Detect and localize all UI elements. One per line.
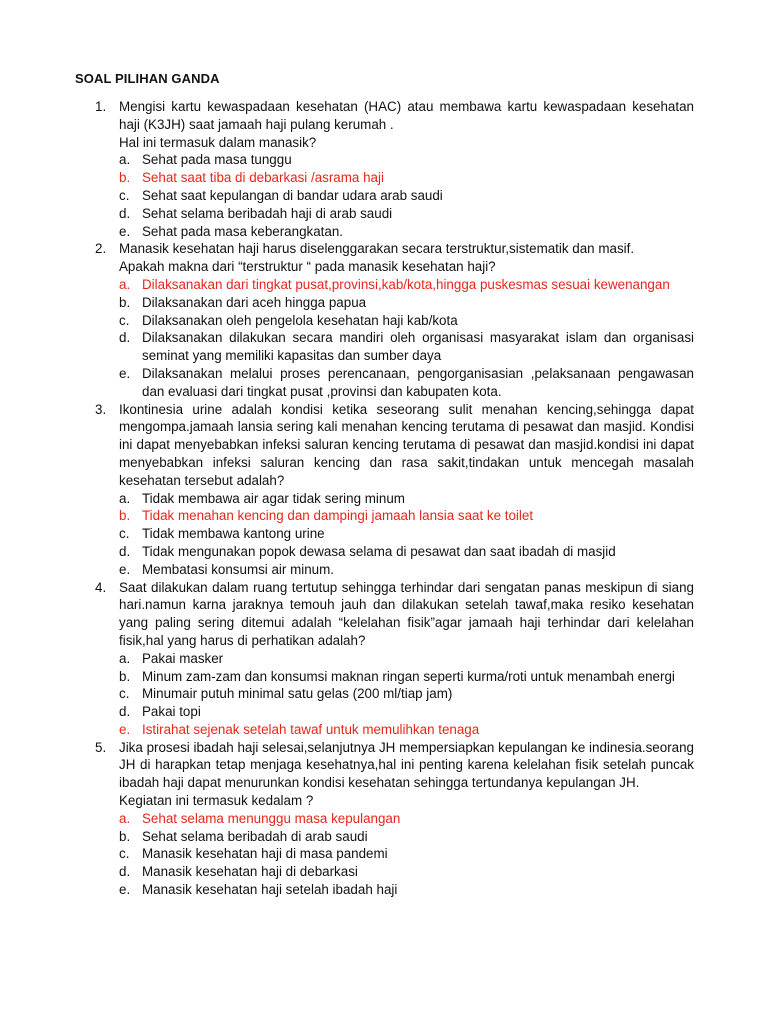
option-label: a. bbox=[119, 490, 131, 506]
option-label: e. bbox=[119, 882, 131, 898]
question-5 bbox=[90, 739, 694, 899]
answer-option-correct bbox=[119, 169, 694, 187]
question-number: 2. bbox=[95, 241, 107, 257]
answer-option bbox=[119, 312, 694, 330]
question-text-line: Manasik kesehatan haji harus diselenggarakan secara terstruktur,sistematik dan masif. bbox=[119, 241, 635, 257]
answer-option bbox=[119, 525, 694, 543]
question-4 bbox=[90, 579, 694, 739]
option-text: Tidak membawa air agar tidak sering minum bbox=[142, 490, 405, 506]
option-text: Manasik kesehatan haji di masa pandemi bbox=[142, 846, 388, 862]
question-number: 3. bbox=[95, 401, 107, 417]
option-label: b. bbox=[119, 294, 131, 310]
option-label: b. bbox=[119, 508, 131, 524]
answer-options bbox=[119, 276, 694, 401]
question-text bbox=[119, 240, 694, 276]
option-label: d. bbox=[119, 205, 131, 221]
answer-option bbox=[119, 365, 694, 401]
option-text: Minum zam-zam dan konsumsi maknan ringan seperti kurma/roti untuk menambah energi bbox=[142, 668, 675, 684]
answer-option bbox=[119, 187, 694, 205]
question-text bbox=[119, 579, 694, 650]
question-text bbox=[119, 98, 694, 151]
answer-option bbox=[119, 685, 694, 703]
question-text-line: Hal ini termasuk dalam manasik? bbox=[119, 134, 317, 150]
answer-options bbox=[119, 810, 694, 899]
answer-option bbox=[119, 151, 694, 169]
option-text: Sehat selama menunggu masa kepulangan bbox=[142, 810, 401, 826]
question-2 bbox=[90, 240, 694, 400]
option-text: Dilaksanakan dilakukan secara mandiri oleh organisasi masyarakat islam dan organisasi seminat yang memiliki kapasitas dan sumber daya bbox=[142, 330, 694, 364]
option-label: a. bbox=[119, 650, 131, 666]
option-label: a. bbox=[119, 810, 131, 826]
question-text-line: Ikontinesia urine adalah kondisi ketika seseorang sulit menahan kencing,sehingga dapat mengompa.jamaah lansia sering kali menahan kencing terutama di pesawat dan masjid. Kondisi ini dapat menyebabkan infeksi saluran kencing terutama di pesawat dan masjid.kondisi ini dapat menyebabkan infeksi saluran kencing dan rasa sakit,tindakan untuk mencegah masalah kesehatan tersebut adalah? bbox=[119, 401, 694, 488]
option-label: c. bbox=[119, 312, 130, 328]
option-label: b. bbox=[119, 170, 131, 186]
option-text: Tidak mengunakan popok dewasa selama di pesawat dan saat ibadah di masjid bbox=[142, 543, 616, 559]
option-text: Sehat pada masa tunggu bbox=[142, 152, 292, 168]
question-text-line: Apakah makna dari “terstruktur “ pada manasik kesehatan haji? bbox=[119, 259, 496, 275]
option-label: d. bbox=[119, 330, 131, 346]
answer-option bbox=[119, 561, 694, 579]
option-text: Pakai topi bbox=[142, 704, 201, 720]
option-label: d. bbox=[119, 704, 131, 720]
question-list bbox=[90, 98, 694, 899]
answer-option bbox=[119, 668, 694, 686]
option-text: Dilaksanakan dari aceh hingga papua bbox=[142, 294, 367, 310]
answer-option bbox=[119, 828, 694, 846]
option-text: Tidak membawa kantong urine bbox=[142, 526, 325, 542]
option-label: e. bbox=[119, 365, 131, 381]
answer-options bbox=[119, 650, 694, 739]
option-text: Sehat saat kepulangan di bandar udara arab saudi bbox=[142, 187, 443, 203]
answer-option bbox=[119, 845, 694, 863]
option-text: Dilaksanakan oleh pengelola kesehatan haji kab/kota bbox=[142, 312, 458, 328]
answer-option-correct bbox=[119, 721, 694, 739]
option-label: e. bbox=[119, 561, 131, 577]
answer-option bbox=[119, 294, 694, 312]
answer-option bbox=[119, 650, 694, 668]
question-number: 5. bbox=[95, 739, 107, 755]
answer-option-correct bbox=[119, 276, 694, 294]
question-3 bbox=[90, 401, 694, 579]
question-text bbox=[119, 739, 694, 810]
answer-option-correct bbox=[119, 810, 694, 828]
option-text: Sehat selama beribadah haji di arab saudi bbox=[142, 205, 393, 221]
option-text: Tidak menahan kencing dan dampingi jamaah lansia saat ke toilet bbox=[142, 508, 534, 524]
option-label: d. bbox=[119, 864, 131, 880]
question-number: 4. bbox=[95, 579, 107, 595]
option-text: Sehat saat tiba di debarkasi /asrama haji bbox=[142, 170, 384, 186]
option-text: Dilaksanakan dari tingkat pusat,provinsi,kab/kota,hingga puskesmas sesuai kewenangan bbox=[142, 276, 670, 292]
option-label: e. bbox=[119, 223, 131, 239]
option-text: Istirahat sejenak setelah tawaf untuk memulihkan tenaga bbox=[142, 721, 480, 737]
answer-options bbox=[119, 490, 694, 579]
option-text: Sehat selama beribadah di arab saudi bbox=[142, 828, 368, 844]
option-text: Minumair putuh minimal satu gelas (200 ml/tiap jam) bbox=[142, 686, 453, 702]
option-label: a. bbox=[119, 152, 131, 168]
question-text-line: Kegiatan ini termasuk kedalam ? bbox=[119, 793, 314, 809]
answer-option bbox=[119, 490, 694, 508]
answer-option bbox=[119, 205, 694, 223]
option-text: Manasik kesehatan haji setelah ibadah haji bbox=[142, 882, 398, 898]
option-label: b. bbox=[119, 668, 131, 684]
answer-option-correct bbox=[119, 507, 694, 525]
option-label: c. bbox=[119, 187, 130, 203]
answer-option bbox=[119, 223, 694, 241]
question-text-line: Jika prosesi ibadah haji selesai,selanjutnya JH mempersiapkan kepulangan ke indinesia.seorang JH di harapkan tetap menjaga kesehatnya,hal ini penting karena kelelahan fisik setelah puncak ibadah haji dapat menurunkan kondisi kesehatan sehingga tertundanya kepulangan JH. bbox=[119, 739, 694, 791]
answer-option bbox=[119, 881, 694, 899]
answer-option bbox=[119, 863, 694, 881]
option-label: a. bbox=[119, 276, 131, 292]
question-text-line: Saat dilakukan dalam ruang tertutup sehingga terhindar dari sengatan panas meskipun di siang hari.namun karna jaraknya temouh jauh dan dilakukan setelah tawaf,maka resiko kesehatan yang paling sering ditemui adalah “kelelahan fisik”agar jamaah haji terhindar dari kelelahan fisik,hal yang harus di perhatikan adalah? bbox=[119, 579, 694, 648]
option-label: d. bbox=[119, 543, 131, 559]
option-text: Manasik kesehatan haji di debarkasi bbox=[142, 864, 358, 880]
option-text: Sehat pada masa keberangkatan. bbox=[142, 223, 344, 239]
answer-option bbox=[119, 543, 694, 561]
answer-options bbox=[119, 151, 694, 240]
option-label: c. bbox=[119, 846, 130, 862]
option-label: c. bbox=[119, 686, 130, 702]
answer-option bbox=[119, 329, 694, 365]
question-text-line: Mengisi kartu kewaspadaan kesehatan (HAC) atau membawa kartu kewaspadaan kesehatan haji (K3JH) saat jamaah haji pulang kerumah . bbox=[119, 99, 694, 132]
question-1 bbox=[90, 98, 694, 240]
option-text: Membatasi konsumsi air minum. bbox=[142, 561, 334, 577]
option-label: e. bbox=[119, 721, 131, 737]
option-label: b. bbox=[119, 828, 131, 844]
question-number: 1. bbox=[95, 99, 107, 114]
question-text bbox=[119, 401, 694, 490]
option-text: Pakai masker bbox=[142, 650, 224, 666]
answer-option bbox=[119, 703, 694, 721]
option-text: Dilaksanakan melalui proses perencanaan, pengorganisasian ,pelaksanaan pengawasan dan evaluasi dari tingkat pusat ,provinsi dan kabupaten kota. bbox=[142, 365, 694, 399]
page-title: SOAL PILIHAN GANDA bbox=[75, 71, 220, 86]
option-label: c. bbox=[119, 526, 130, 542]
